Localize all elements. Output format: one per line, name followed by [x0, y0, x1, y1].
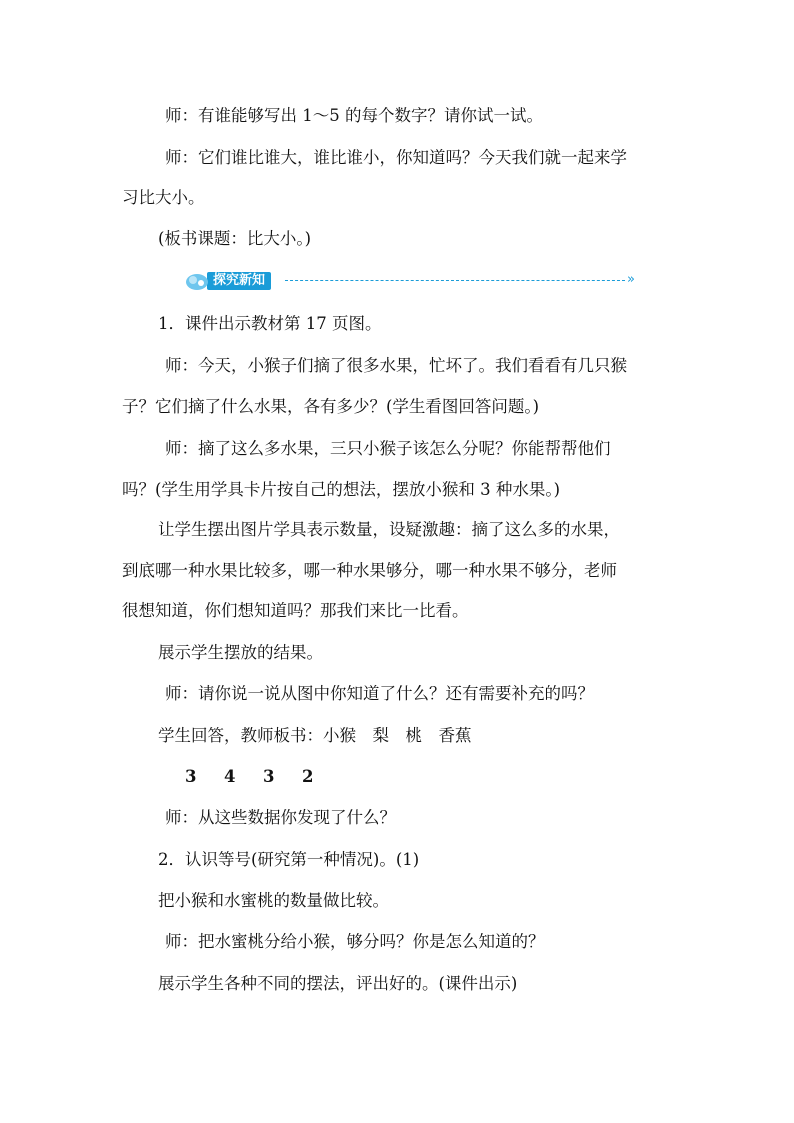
text-line: 把小猴和水蜜桃的数量做比较。 [158, 891, 389, 910]
text-line: 展示学生摆放的结果。 [158, 643, 323, 662]
section-divider [285, 280, 625, 281]
text-line: 2．认识等号(研究第一种情况)。(1) [158, 850, 420, 869]
text-line: 师：把水蜜桃分给小猴，够分吗？你是怎么知道的？ [165, 932, 545, 951]
text-line: 习比大小。 [122, 188, 205, 207]
text-line: 子？它们摘了什么水果，各有多少？(学生看图回答问题。) [122, 397, 540, 416]
text-line: 师：今天，小猴子们摘了很多水果，忙坏了。我们看看有几只猴 [165, 356, 627, 375]
count-row [185, 767, 341, 787]
text-line: 师：摘了这么多水果，三只小猴子该怎么分呢？你能帮帮他们 [165, 439, 611, 458]
text-line: 师：有谁能够写出 1～5 的每个数字？请你试一试。 [165, 106, 543, 125]
text-line: 吗？(学生用学具卡片按自己的想法，摆放小猴和 3 种水果。) [122, 480, 561, 499]
text-line: 1．课件出示教材第 17 页图。 [158, 314, 382, 333]
text-line: 师：请你说一说从图中你知道了什么？还有需要补充的吗？ [165, 684, 594, 703]
count-banana: 2 [302, 767, 314, 786]
text-line: 让学生摆出图片学具表示数量，设疑激趣：摘了这么多的水果， [158, 520, 620, 539]
text-line: 师：从这些数据你发现了什么？ [165, 808, 396, 827]
text-line: 到底哪一种水果比较多，哪一种水果够分，哪一种水果不够分，老师 [122, 561, 617, 580]
text-line: 师：它们谁比谁大，谁比谁小，你知道吗？今天我们就一起来学 [165, 148, 627, 167]
section-label: 探究新知 [207, 272, 271, 290]
count-pear: 4 [224, 767, 236, 786]
double-chevron-icon: » [627, 272, 635, 287]
count-peach: 3 [263, 767, 275, 786]
count-monkey: 3 [185, 767, 197, 786]
explore-icon [185, 270, 211, 292]
text-line: 展示学生各种不同的摆法，评出好的。(课件出示) [158, 974, 518, 993]
section-header [185, 270, 645, 292]
section-badge [185, 270, 271, 292]
text-line: (板书课题：比大小。) [158, 229, 312, 248]
text-line: 很想知道，你们想知道吗？那我们来比一比看。 [122, 601, 469, 620]
text-line: 学生回答，教师板书：小猴 梨 桃 香蕉 [158, 726, 472, 745]
